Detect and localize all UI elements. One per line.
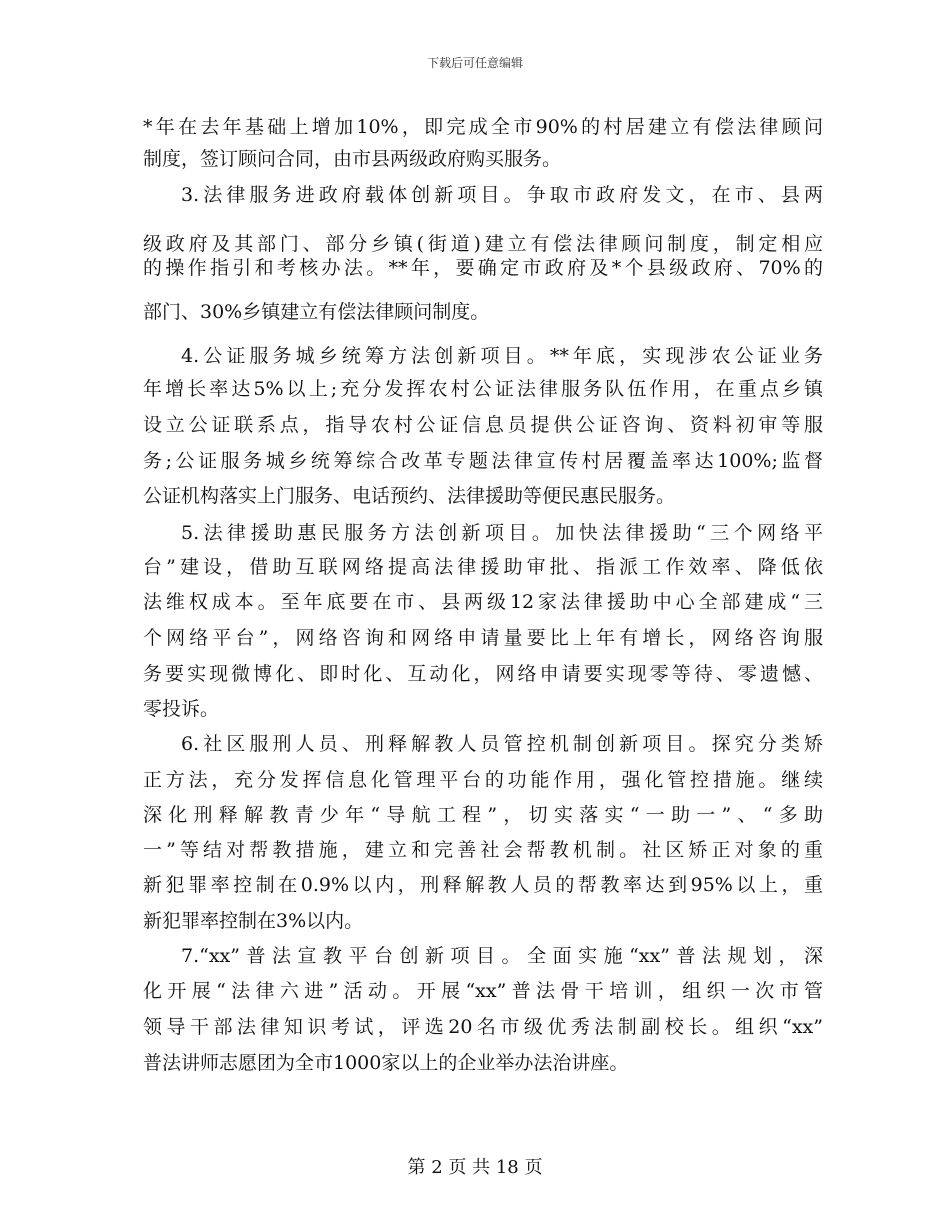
text-line: 台”建设，借助互联网络提高法律援助审批、指派工作效率、降低依 (143, 556, 823, 578)
text-line: *年在去年基础上增加10%，即完成全市90%的村居建立有偿法律顾问 (143, 116, 823, 138)
text-line: 零投诉。 (143, 698, 220, 720)
text-line: 正方法，充分发挥信息化管理平台的功能作用，强化管控措施。继续 (143, 769, 823, 791)
page-footer: 第 2 页 共 18 页 (407, 1157, 543, 1178)
text-line: 设立公证联系点，指导农村公证信息员提供公证咨询、资料初审等服 (143, 414, 823, 436)
text-line: 6.社区服刑人员、刑释解教人员管控机制创新项目。探究分类矫 (181, 733, 823, 755)
text-line: 5.法律援助惠民服务方法创新项目。加快法律援助“三个网络平 (181, 522, 823, 544)
text-line: 制度，签订顾问合同，由市县两级政府购买服务。 (143, 148, 562, 170)
text-line: 7.“xx”普法宣教平台创新项目。全面实施“xx”普法规划，深 (181, 945, 823, 967)
text-line: 年增长率达5%以上;充分发挥农村公证法律服务队伍作用，在重点乡镇 (143, 378, 823, 400)
text-line: 个网络平台”，网络咨询和网络申请量要比上年有增长，网络咨询服 (143, 627, 823, 649)
text-line: 新犯罪率控制在0.9%以内，刑释解教人员的帮教率达到95%以上，重 (143, 874, 823, 896)
text-line: 务;公证服务城乡统筹综合改革专题法律宣传村居覆盖率达100%;监督 (143, 450, 823, 472)
text-line: 务要实现微博化、即时化、互动化，网络申请要实现零等待、零遗憾、 (143, 663, 823, 685)
text-line: 级政府及其部门、部分乡镇(街道)建立有偿法律顾问制度，制定相应 (143, 233, 823, 255)
text-line: 公证机构落实上门服务、电话预约、法律援助等便民惠民服务。 (143, 485, 676, 507)
text-line: 领导干部法律知识考试，评选20名市级优秀法制副校长。组织“xx” (143, 1016, 823, 1038)
text-line: 4.公证服务城乡统筹方法创新项目。**年底，实现涉农公证业务 (181, 345, 823, 367)
text-line: 法维权成本。至年底要在市、县两级12家法律援助中心全部建成“三 (143, 591, 823, 613)
text-line: 深化刑释解教青少年“导航工程”，切实落实“一助一”、“多助 (143, 804, 823, 826)
text-line: 新犯罪率控制在3%以内。 (143, 910, 364, 932)
text-line: 部门、30%乡镇建立有偿法律顾问制度。 (143, 301, 490, 323)
text-line: 普法讲师志愿团为全市1000家以上的企业举办法治讲座。 (143, 1052, 629, 1074)
text-line: 3.法律服务进政府载体创新项目。争取市政府发文，在市、县两 (181, 184, 823, 206)
text-line: 化开展“法律六进”活动。开展“xx”普法骨干培训，组织一次市管 (143, 980, 823, 1002)
text-line: 一”等结对帮教措施，建立和完善社会帮教机制。社区矫正对象的重 (143, 839, 823, 861)
text-line: 的操作指引和考核办法。**年，要确定市政府及*个县级政府、70%的 (143, 257, 823, 279)
page-header: 下载后可任意编辑 (426, 56, 523, 70)
